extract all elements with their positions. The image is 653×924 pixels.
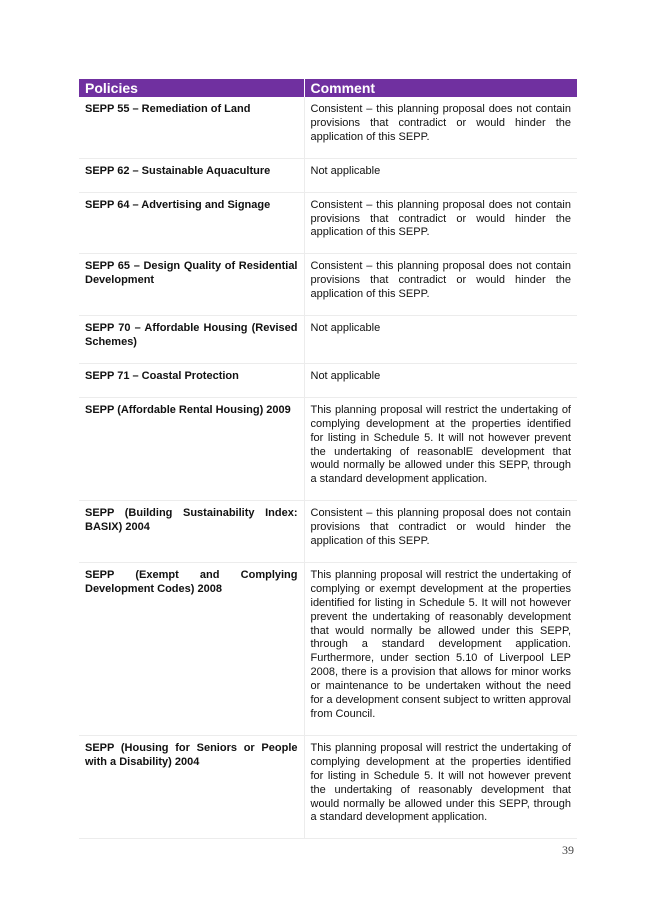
table-row [79, 363, 577, 397]
table-row [79, 735, 577, 838]
policy-cell: SEPP (Housing for Seniors or People with a Disability) 2004 [79, 735, 304, 838]
table-header-row [79, 79, 577, 97]
policy-cell: SEPP (Affordable Rental Housing) 2009 [79, 397, 304, 500]
comment-cell: Consistent – this planning proposal does not contain provisions that contradict or would hinder the application of this SEPP. [304, 254, 577, 316]
table-row [79, 97, 577, 158]
policy-cell: SEPP (Exempt and Complying Development Codes) 2008 [79, 562, 304, 735]
table-row [79, 562, 577, 735]
header-policies: Policies [79, 79, 304, 97]
policy-cell: SEPP 65 – Design Quality of Residential Development [79, 254, 304, 316]
page-number: 39 [562, 843, 574, 857]
table-row [79, 158, 577, 192]
comment-cell: Consistent – this planning proposal does not contain provisions that contradict or would hinder the application of this SEPP. [304, 192, 577, 254]
comment-cell: This planning proposal will restrict the undertaking of complying development at the properties identified for listing in Schedule 5. It will not however prevent the undertaking of reasonably development that would normally be allowed under this SEPP, through a standard development application. [304, 735, 577, 838]
policy-cell: SEPP 64 – Advertising and Signage [79, 192, 304, 254]
comment-cell: Not applicable [304, 316, 577, 364]
table-row [79, 254, 577, 316]
comment-cell: This planning proposal will restrict the undertaking of complying development at the properties identified for listing in Schedule 5. It will not however prevent the undertaking of reasonablE development that would normally be allowed under this SEPP, through a standard development application. [304, 397, 577, 500]
policy-cell: SEPP 55 – Remediation of Land [79, 97, 304, 158]
comment-cell: Not applicable [304, 363, 577, 397]
policy-cell: SEPP (Building Sustainability Index: BASIX) 2004 [79, 501, 304, 563]
header-comment: Comment [304, 79, 577, 97]
policy-cell: SEPP 71 – Coastal Protection [79, 363, 304, 397]
comment-cell: Consistent – this planning proposal does not contain provisions that contradict or would hinder the application of this SEPP. [304, 97, 577, 158]
table-row [79, 501, 577, 563]
policy-cell: SEPP 70 – Affordable Housing (Revised Schemes) [79, 316, 304, 364]
policy-cell: SEPP 62 – Sustainable Aquaculture [79, 158, 304, 192]
table-row [79, 397, 577, 500]
comment-cell: Consistent – this planning proposal does not contain provisions that contradict or would hinder the application of this SEPP. [304, 501, 577, 563]
comment-cell: Not applicable [304, 158, 577, 192]
table-row [79, 192, 577, 254]
policies-table [79, 79, 577, 839]
table-row [79, 316, 577, 364]
comment-cell: This planning proposal will restrict the undertaking of complying or exempt development at the properties identified for listing in Schedule 5. It will not however prevent the undertaking of reasonably development that would normally be allowed under this SEPP, through a standard development application. Furthermore, under section 5.10 of Liverpool LEP 2008, there is a provision that allows for minor works or maintenance to be undertaken without the need for a development consent subject to written approval from Council. [304, 562, 577, 735]
